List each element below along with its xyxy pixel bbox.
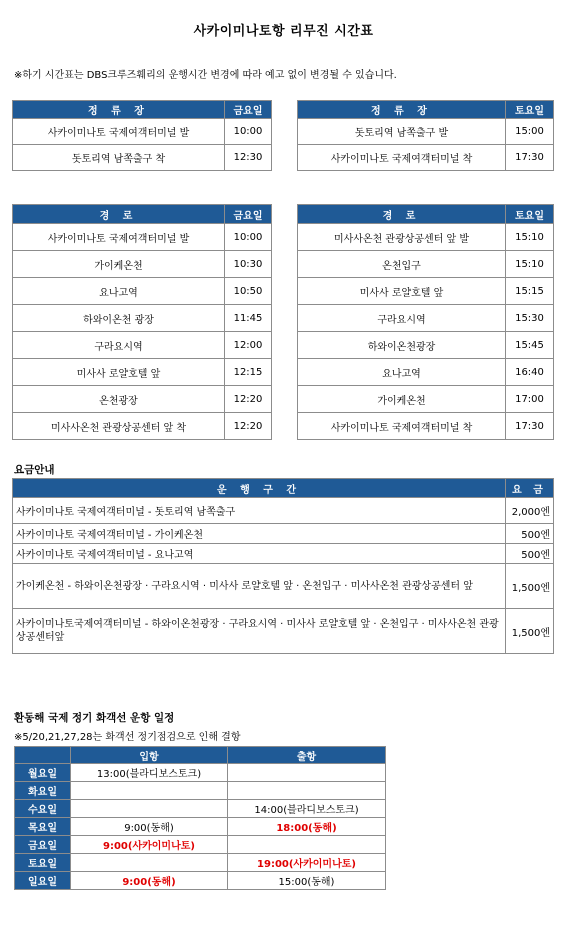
route-stop-cell: 미사사 로얄호텔 앞	[298, 278, 506, 305]
route-stop-cell: 요나고역	[298, 359, 506, 386]
route-time-cell: 16:40	[506, 359, 554, 386]
route-time-cell: 15:15	[506, 278, 554, 305]
route-stop-cell: 하와이온천 광장	[13, 305, 225, 332]
ferry-note: ※5/20,21,27,28는 화객선 정기점검으로 인해 결항	[14, 732, 241, 743]
ferry-depart-cell	[228, 782, 386, 800]
route-time-cell: 11:45	[225, 305, 272, 332]
ferry-arrive-cell: 9:00(사카이미나토)	[71, 836, 228, 854]
route-time-cell: 15:30	[506, 305, 554, 332]
ferry-day-cell: 월요일	[15, 764, 71, 782]
fare-section-title: 요금안내	[14, 464, 55, 476]
schedule-notice: ※하기 시간표는 DBS크루즈훼리의 운행시간 변경에 따라 예고 없이 변경될 수 있습니다.	[14, 70, 397, 81]
fare-table	[12, 478, 554, 654]
route-stop-cell: 사카이미나토 국제여객터미널 착	[298, 413, 506, 440]
route-stop-cell: 요나고역	[13, 278, 225, 305]
stop-cell: 돗토리역 남쪽출구 착	[13, 145, 225, 171]
fare-price-cell: 500엔	[506, 544, 554, 564]
ferry-day-cell: 금요일	[15, 836, 71, 854]
route-stop-cell: 온천광장	[13, 386, 225, 413]
stop-cell: 사카이미나토 국제여객터미널 발	[13, 119, 225, 145]
ferry-header-blank	[15, 747, 71, 764]
ferry-arrive-cell: 9:00(동해)	[71, 872, 228, 890]
route-time-cell: 10:50	[225, 278, 272, 305]
stops-header-day: 금요일	[225, 101, 272, 119]
ferry-depart-cell: 18:00(동해)	[228, 818, 386, 836]
route-stop-cell: 하와이온천광장	[298, 332, 506, 359]
fare-price-cell: 500엔	[506, 524, 554, 544]
route-stop-cell: 온천입구	[298, 251, 506, 278]
ferry-day-cell: 수요일	[15, 800, 71, 818]
ferry-day-cell: 화요일	[15, 782, 71, 800]
stops-table-friday	[12, 100, 272, 171]
fare-route-cell: 사카이미나토 국제여객터미널 - 가이케온천	[13, 524, 506, 544]
stops-header-day: 토요일	[506, 101, 554, 119]
ferry-depart-cell	[228, 836, 386, 854]
time-cell: 10:00	[225, 119, 272, 145]
stops-table-saturday	[297, 100, 554, 171]
route-stop-cell: 사카이미나토 국제여객터미널 발	[13, 224, 225, 251]
route-time-cell: 15:45	[506, 332, 554, 359]
route-time-cell: 17:00	[506, 386, 554, 413]
route-time-cell: 12:20	[225, 386, 272, 413]
route-time-cell: 17:30	[506, 413, 554, 440]
route-stop-cell: 가이케온천	[298, 386, 506, 413]
ferry-depart-cell: 19:00(사카이미나토)	[228, 854, 386, 872]
route-stop-cell: 미사사 로얄호텔 앞	[13, 359, 225, 386]
fare-route-cell: 가이케온천 - 하와이온천광장 · 구라요시역 · 미사사 로얄호텔 앞 · 온천입구 · 미사사온천 관광상공센터 앞	[13, 564, 506, 609]
ferry-section-title: 환동해 국제 정기 화객선 운항 일정	[14, 712, 175, 724]
ferry-arrive-cell	[71, 800, 228, 818]
ferry-day-cell: 일요일	[15, 872, 71, 890]
ferry-header-depart: 출항	[228, 747, 386, 764]
route-header-route: 경 로	[298, 205, 506, 224]
ferry-day-cell: 토요일	[15, 854, 71, 872]
route-stop-cell: 미사사온천 관광상공센터 앞 착	[13, 413, 225, 440]
route-time-cell: 12:15	[225, 359, 272, 386]
time-cell: 12:30	[225, 145, 272, 171]
route-stop-cell: 구라요시역	[13, 332, 225, 359]
fare-price-cell: 1,500엔	[506, 564, 554, 609]
ferry-depart-cell	[228, 764, 386, 782]
route-time-cell: 15:10	[506, 224, 554, 251]
route-header-day: 토요일	[506, 205, 554, 224]
route-time-cell: 10:00	[225, 224, 272, 251]
ferry-arrive-cell: 13:00(블라디보스토크)	[71, 764, 228, 782]
ferry-arrive-cell: 9:00(동해)	[71, 818, 228, 836]
fare-route-cell: 사카이미나토 국제여객터미널 - 요나고역	[13, 544, 506, 564]
route-time-cell: 12:00	[225, 332, 272, 359]
ferry-day-cell: 목요일	[15, 818, 71, 836]
fare-route-cell: 사카이미나토국제여객터미널 - 하와이온천광장 · 구라요시역 · 미사사 로얄호텔 앞 · 온천입구 · 미사사온천 관광상공센터앞	[13, 609, 506, 654]
ferry-depart-cell: 14:00(블라디보스토크)	[228, 800, 386, 818]
fare-price-cell: 1,500엔	[506, 609, 554, 654]
route-stop-cell: 가이케온천	[13, 251, 225, 278]
ferry-depart-cell: 15:00(동해)	[228, 872, 386, 890]
route-time-cell: 10:30	[225, 251, 272, 278]
stops-header-stop: 정 류 장	[13, 101, 225, 119]
page-title: 사카이미나토항 리무진 시간표	[193, 24, 374, 39]
route-table-friday	[12, 204, 272, 440]
route-stop-cell: 구라요시역	[298, 305, 506, 332]
fare-header-price: 요 금	[506, 479, 554, 498]
route-header-route: 경 로	[13, 205, 225, 224]
fare-route-cell: 사카이미나토 국제여객터미널 - 돗토리역 남쪽출구	[13, 498, 506, 524]
ferry-schedule-table	[14, 746, 386, 890]
ferry-arrive-cell	[71, 782, 228, 800]
ferry-header-arrive: 입항	[71, 747, 228, 764]
stop-cell: 사카이미나토 국제여객터미널 착	[298, 145, 506, 171]
time-cell: 17:30	[506, 145, 554, 171]
stop-cell: 돗토리역 남쪽출구 발	[298, 119, 506, 145]
ferry-arrive-cell	[71, 854, 228, 872]
stops-header-stop: 정 류 장	[298, 101, 506, 119]
route-time-cell: 15:10	[506, 251, 554, 278]
route-header-day: 금요일	[225, 205, 272, 224]
route-table-saturday	[297, 204, 554, 440]
time-cell: 15:00	[506, 119, 554, 145]
route-time-cell: 12:20	[225, 413, 272, 440]
fare-header-section: 운 행 구 간	[13, 479, 506, 498]
fare-price-cell: 2,000엔	[506, 498, 554, 524]
route-stop-cell: 미사사온천 관광상공센터 앞 발	[298, 224, 506, 251]
